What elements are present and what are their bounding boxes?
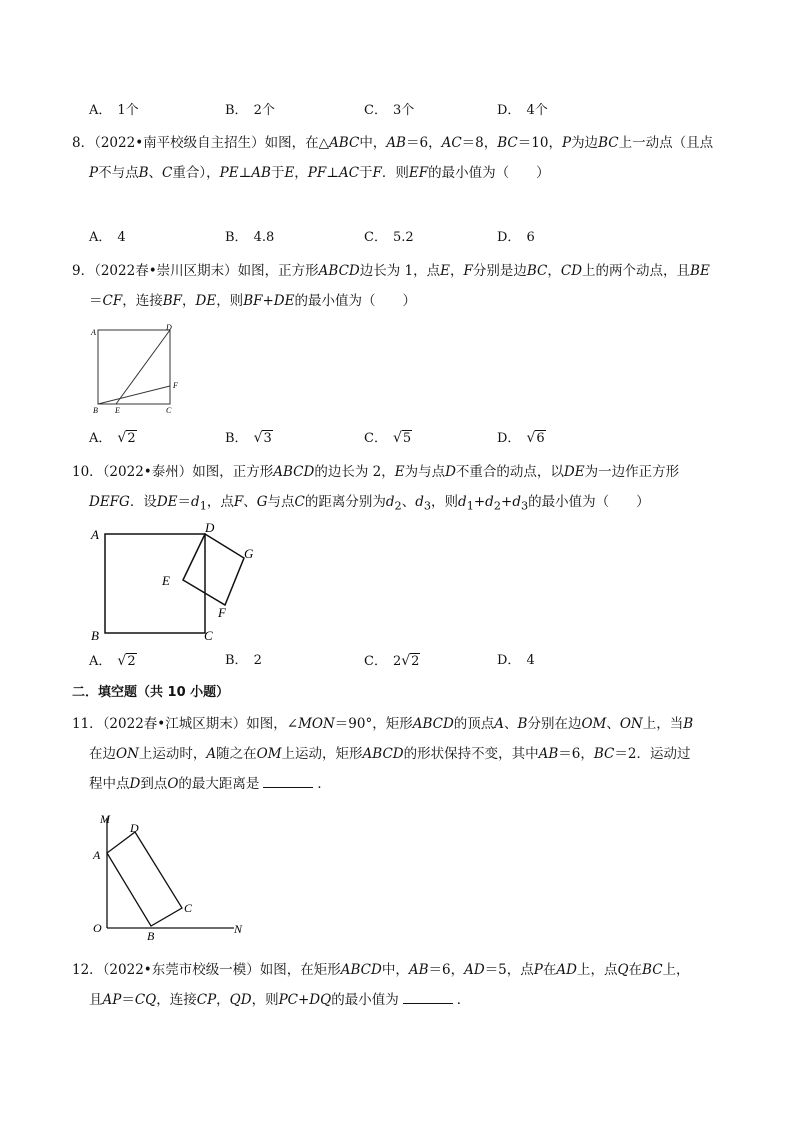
q9-option-a[interactable]: A． √2	[89, 428, 137, 449]
q10-option-b[interactable]: B． 2	[225, 653, 262, 668]
q9-label-f: F	[173, 381, 178, 390]
q10-label-g: G	[244, 546, 254, 561]
q10-label-d: D	[205, 520, 215, 535]
q9-label-a: A	[91, 328, 96, 337]
q11-line2: 在边ON上运动时，A随之在OM上运动，矩形ABCD的形状保持不变，其中AB＝6，BC＝2．运动过	[89, 746, 691, 762]
q9-options	[89, 428, 769, 448]
q9-square	[98, 330, 170, 404]
answer-blank[interactable]	[263, 773, 313, 788]
q7-options	[89, 101, 769, 121]
q8-option-c[interactable]: C． 5.2	[364, 230, 414, 245]
q7-option-a[interactable]: A． 1个	[89, 103, 139, 118]
q12-line2: 且AP＝CQ，连接CP，QD，则PC+DQ的最小值为 ．	[72, 985, 732, 1015]
q10-option-d[interactable]: D． 4	[497, 653, 535, 668]
q8-option-d[interactable]: D． 6	[497, 230, 535, 245]
q11-line3: 程中点D到点O的最大距离是 ．	[72, 769, 732, 799]
sqrt-symbol: √2	[401, 653, 420, 669]
q8-option-b[interactable]: B． 4.8	[225, 230, 275, 245]
question-9	[72, 256, 732, 316]
q10-square-defg	[183, 534, 244, 605]
q11-label-m: M	[100, 812, 110, 826]
q10-label-c: C	[204, 628, 213, 643]
q11-figure	[86, 808, 256, 942]
section-2-title: 二．填空题（共 10 小题）	[72, 685, 230, 700]
q10-figure	[86, 518, 266, 646]
question-8	[72, 128, 732, 188]
q7-option-c[interactable]: C． 3个	[364, 103, 415, 118]
answer-blank[interactable]	[403, 989, 453, 1004]
q11-label-c: C	[184, 901, 193, 915]
sqrt-symbol: √6	[526, 430, 545, 446]
q9-option-b[interactable]: B． √3	[225, 428, 273, 449]
q9-label-c: C	[166, 406, 172, 415]
q8-line1: 8．（2022•南平校级自主招生）如图，在△ABC中，AB＝6，AC＝8，BC＝10，P为边BC上一动点（且点	[72, 135, 714, 151]
q11-label-o: O	[93, 921, 102, 935]
q9-label-e: E	[115, 406, 120, 415]
q10-label-b: B	[91, 628, 99, 643]
q7-option-b[interactable]: B． 2个	[225, 103, 275, 118]
q8-options	[89, 228, 769, 248]
question-11	[72, 709, 732, 799]
q8-line2: P不与点B、C重合），PE⊥AB于E，PF⊥AC于F．则EF的最小值为（ ）	[89, 165, 550, 181]
q10-option-c[interactable]: C． 2√2	[364, 651, 420, 672]
question-10	[72, 457, 732, 522]
q9-figure	[88, 322, 188, 418]
q8-option-a[interactable]: A． 4	[89, 230, 126, 245]
q10-line1: 10．（2022•泰州）如图，正方形ABCD的边长为 2，E为与点D不重合的动点，以DE为一边作正方形	[72, 464, 680, 480]
q10-label-e: E	[162, 573, 170, 588]
q12-line1: 12．（2022•东莞市校级一模）如图，在矩形ABCD中，AB＝6，AD＝5，点P在AD上，点Q在BC上，	[72, 962, 690, 978]
q11-label-a: A	[93, 848, 101, 862]
q10-label-f: F	[218, 605, 226, 620]
sqrt-symbol: √2	[117, 653, 136, 669]
q9-label-b: B	[93, 406, 98, 415]
sqrt-symbol: √5	[392, 430, 412, 446]
q10-option-a[interactable]: A． √2	[89, 651, 137, 672]
q11-line1: 11．（2022春•江城区期末）如图，∠MON＝90°，矩形ABCD的顶点A、B分别在边OM、ON上，当B	[72, 716, 694, 732]
q9-line2: ＝CF，连接BF，DE，则BF+DE的最小值为（ ）	[89, 293, 416, 309]
q9-option-d[interactable]: D． √6	[497, 428, 546, 449]
q7-option-d[interactable]: D． 4个	[497, 103, 548, 118]
q11-rectangle-abcd	[107, 832, 182, 926]
sqrt-symbol: √2	[117, 430, 136, 446]
q11-label-b: B	[147, 929, 155, 942]
q10-label-a: A	[91, 527, 99, 542]
q9-label-d: D	[166, 323, 172, 332]
q11-label-d: D	[130, 821, 139, 835]
q9-segment-bf	[98, 386, 170, 404]
q11-label-n: N	[234, 922, 243, 936]
sqrt-symbol: √3	[253, 430, 272, 446]
q9-line1: 9．（2022春•崇川区期末）如图，正方形ABCD边长为 1，点E，F分别是边BC，CD上的两个动点，且BE	[72, 263, 710, 279]
q10-options	[89, 651, 769, 671]
question-12	[72, 955, 732, 1015]
q9-option-c[interactable]: C． √5	[364, 428, 412, 449]
q10-line2: DEFG．设$DE=d_1$，点F、G与点C的距离分别为$d_2$、$d_3$，则$d_1+d_2+d_3$的最小值为（ ）	[89, 494, 650, 513]
